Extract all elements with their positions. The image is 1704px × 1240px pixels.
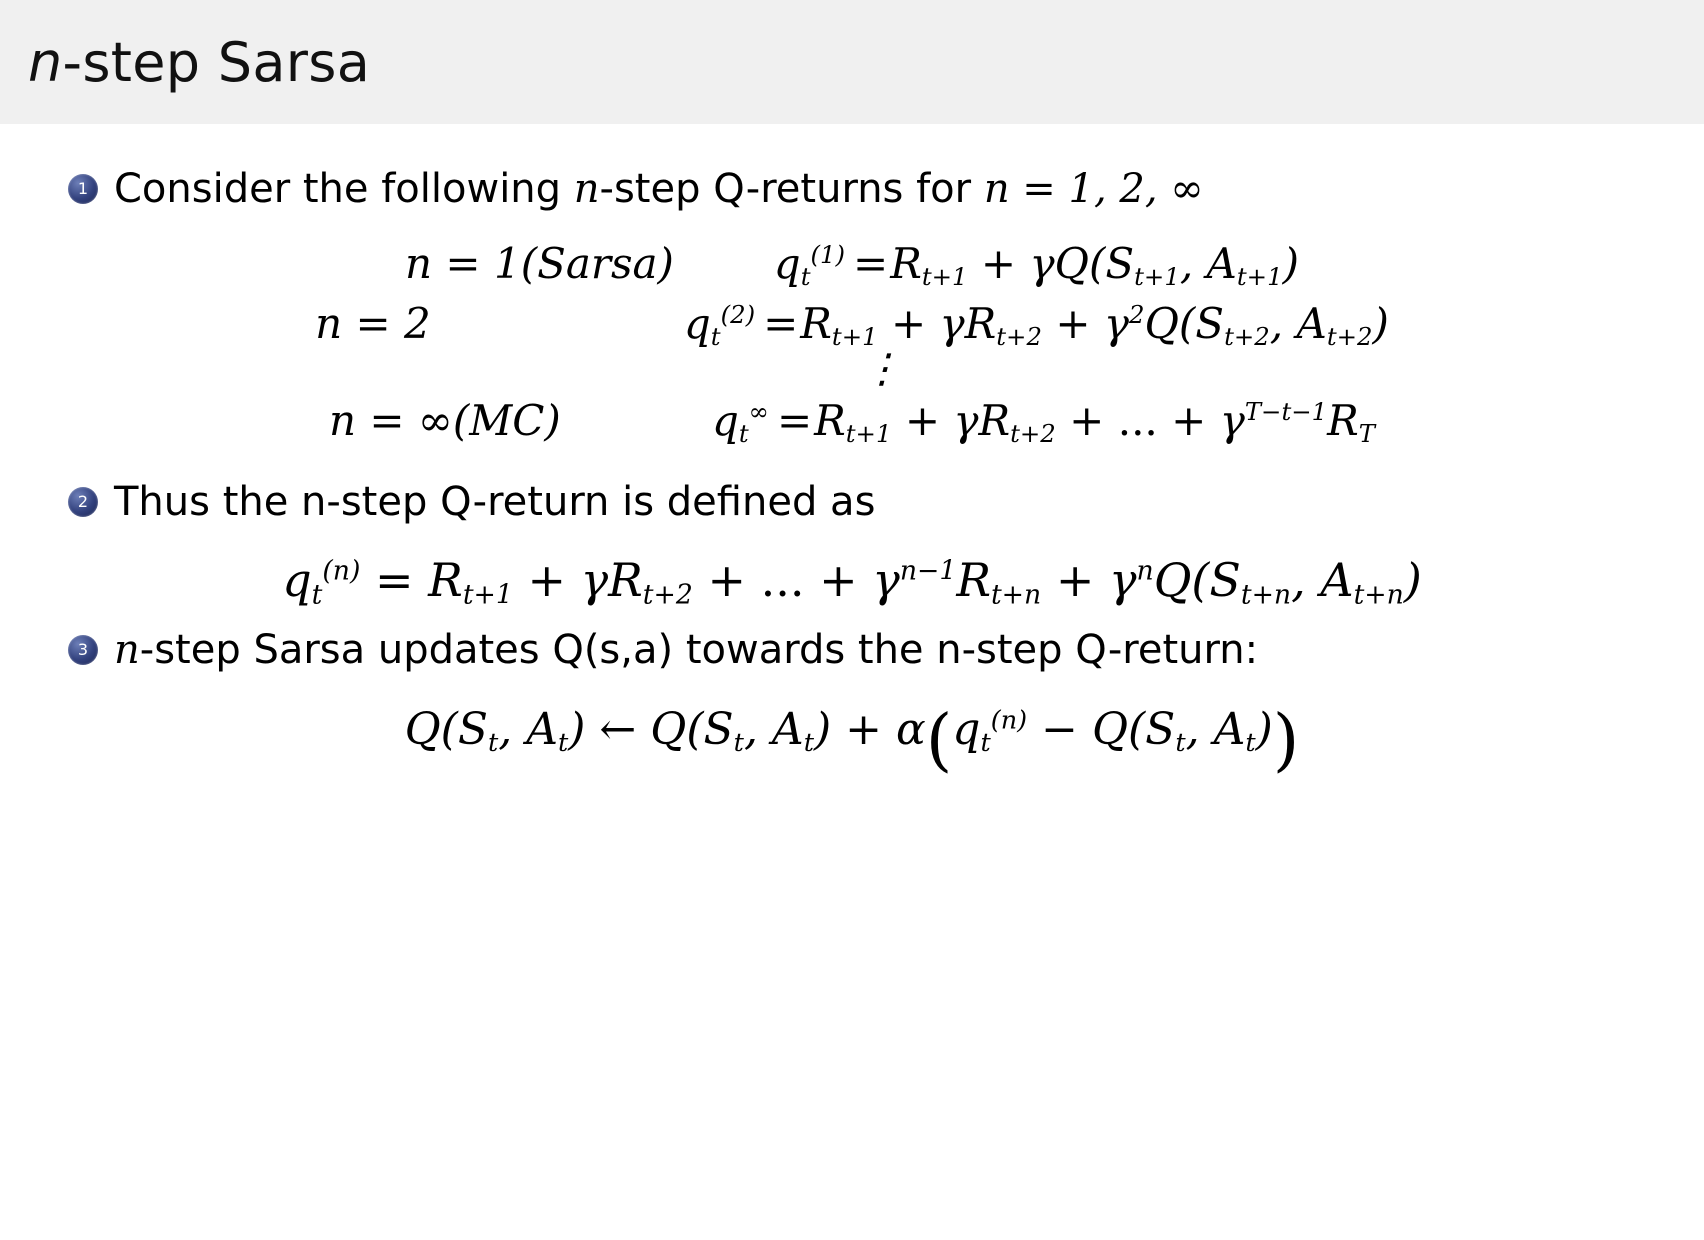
vertical-dots: ⋮	[862, 345, 902, 392]
eq-n1-rhs: $R_{t+1} + \gamma Q(S_{t+1}$, $A_{t+1}$)	[890, 239, 1299, 291]
item1-part3: -step Q-returns for	[599, 166, 984, 212]
n-step-returns-equations	[40, 234, 1664, 451]
page-title-italic-n: n	[28, 30, 63, 94]
equation-row-n2	[315, 294, 1389, 354]
eq-n1-label: n = 1(Sarsa)	[405, 239, 674, 288]
eq-n2-label: n = 2	[315, 299, 431, 349]
equation-row-n1	[405, 234, 1299, 294]
page-title-rest: -step Sarsa	[62, 30, 371, 94]
item1-n-values: n = 1, 2, ∞	[983, 166, 1204, 212]
list-item-text-1	[114, 160, 1204, 214]
bullet-2: 2	[68, 487, 98, 517]
eq-ninf-relation: =	[776, 395, 813, 445]
eq-ninf-lhs: $q_t^\infty$	[711, 395, 769, 448]
eq-n2-lhs: $q_t^{(2)}$	[683, 299, 756, 352]
equation-n-step-return: $q_t^{(n)} = R_{t+1} + \gamma R_{t+2}$ + ... + $\gamma^{n-1}R_{t+n} + \gamma^nQ(S_{t+n}$, $A_{t+n}$)	[282, 553, 1422, 611]
page-title	[28, 31, 370, 94]
eq-n2-rhs: $R_{t+1} + \gamma R_{t+2} + \gamma^2Q(S_{t+2}$, $A_{t+2}$)	[800, 299, 1389, 352]
eq-n1-relation: =	[853, 239, 889, 288]
list-item	[40, 160, 1664, 214]
slide-title-bar	[0, 0, 1704, 124]
list-item	[40, 621, 1664, 675]
bullet-1: 1	[68, 174, 98, 204]
eq-ninf-label: n = ∞(MC)	[328, 395, 561, 445]
item3-rest: -step Sarsa updates Q(s,a) towards the n-step Q-return:	[139, 626, 1259, 673]
eq-n2-relation: =	[763, 299, 799, 349]
item3-n: n	[114, 626, 140, 673]
list-item	[40, 473, 1664, 527]
list-item-text-3	[114, 621, 1258, 675]
equation-row-ninf	[329, 391, 1375, 451]
item1-n: n	[573, 166, 600, 212]
bullet-3: 3	[68, 635, 98, 665]
list-item-text-2: Thus the n-step Q-return is defined as	[114, 479, 876, 526]
eq-n1-lhs: $q_t^{(1)}$	[773, 239, 845, 291]
item1-part1: Consider the following	[114, 166, 574, 212]
equation-sarsa-update: $Q(S_t$, $A_t$) ← $Q(S_t$, $A_t) + \alpha(q_t^{(n)} - Q(S_t$, $A_t$))	[404, 700, 1300, 780]
eq-ninf-rhs: $R_{t+1} + \gamma R_{t+2}$ + ... + $\gamma^{T-t-1}R_T$	[814, 395, 1376, 448]
slide-content	[0, 124, 1704, 780]
